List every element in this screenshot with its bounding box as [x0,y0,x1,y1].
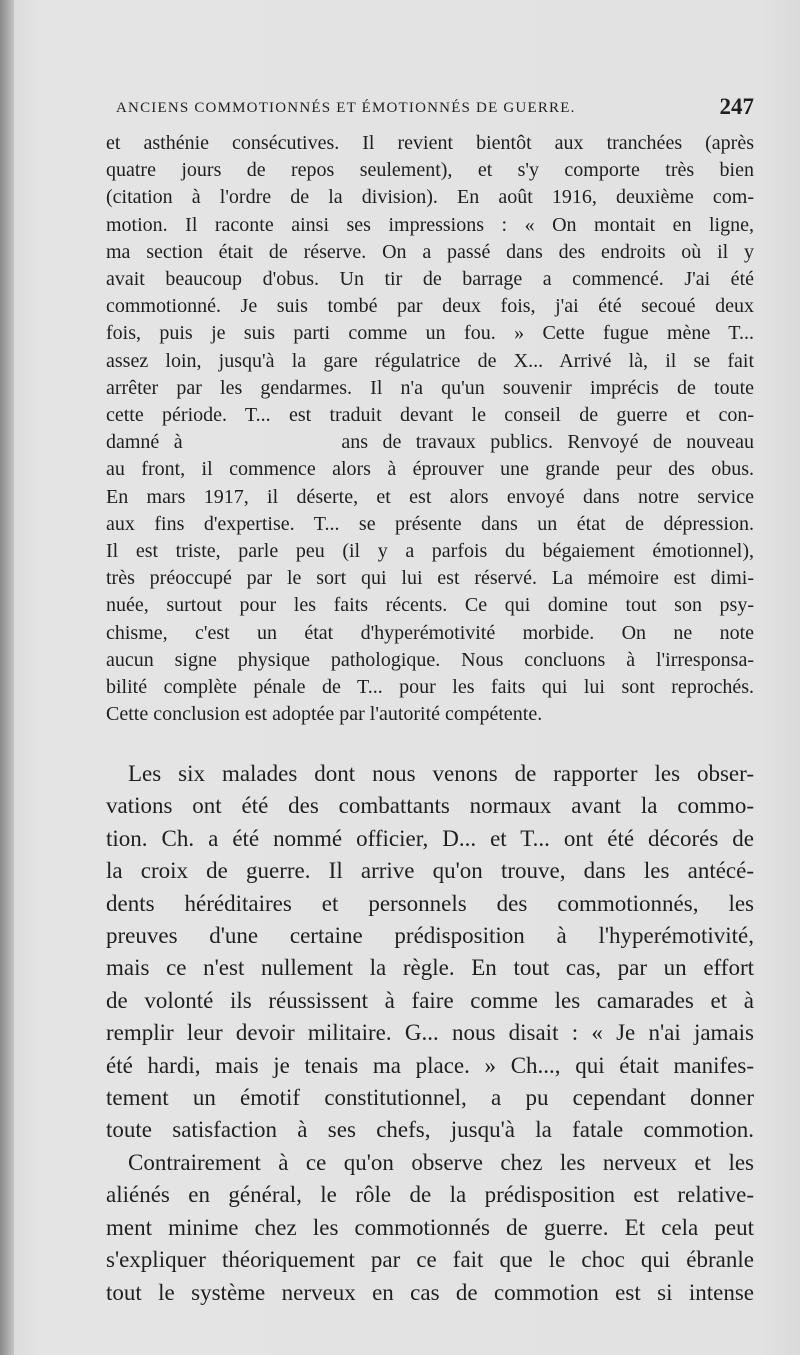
text-line: mais ce n'est nullement la règle. En tout cas, par un effort [106,955,754,981]
text-line: Cette conclusion est adoptée par l'autorité compétente. [106,703,543,726]
page-header [116,94,756,124]
text-line: tion. Ch. a été nommé officier, D... et T... ont été décorés de [106,825,754,851]
running-title: ANCIENS COMMOTIONNÉS ET ÉMOTIONNÉS DE GUERRE. [116,100,576,116]
page-number: 247 [719,94,754,119]
text-line: En mars 1917, il déserte, et est alors envoyé dans notre service [106,485,754,508]
text-line: chisme, c'est un état d'hyperémotivité morbide. On ne note [106,621,754,644]
text-line: fois, puis je suis parti comme un fou. » Cette fugue mène T... [106,322,754,345]
text-line: Il est triste, parle peu (il y a parfois du bégaiement émotionnel), [106,540,754,563]
text-line: aliénés en général, le rôle de la prédisposition est relative- [106,1182,754,1208]
text-line: quatre jours de repos seulement), et s'y comporte très bien [106,159,754,182]
text-line: vations ont été des combattants normaux avant la commo- [106,793,754,819]
text-line: ment minime chez les commotionnés de guerre. Et cela peut [106,1214,754,1240]
text-line: (citation à l'ordre de la division). En août 1916, deuxième com- [106,186,754,209]
text-line: damné à ans de travaux publics. Renvoyé de nouveau [106,431,754,454]
text-line: preuves d'une certaine prédisposition à l'hyperémotivité, [106,923,754,949]
text-line: de volonté ils réussissent à faire comme les camarades et à [106,987,754,1013]
text-line: aucun signe physique pathologique. Nous concluons à l'irresponsa- [106,648,754,671]
text-line: assez loin, jusqu'à la gare régulatrice de X... Arrivé là, il se fait [106,349,754,372]
text-line: ma section était de réserve. On a passé dans des endroits où il y [106,240,754,263]
text-line: été hardi, mais je tenais ma place. » Ch..., qui était manifes- [106,1052,754,1078]
text-line: aux fins d'expertise. T... se présente dans un état de dépression. [106,512,754,535]
text-line: la croix de guerre. Il arrive qu'on trouve, dans les antécé- [106,858,754,884]
text-line: et asthénie consécutives. Il revient bientôt aux tranchées (après [106,132,754,154]
text-line: tout le système nerveux en cas de commotion est si intense [106,1279,754,1305]
text-line: commotionné. Je suis tombé par deux fois, j'ai été secoué deux [106,295,754,318]
text-line: dents héréditaires et personnels des commotionnés, les [106,890,754,916]
text-line: très préoccupé par le sort qui lui est réservé. La mémoire est dimi- [106,567,754,590]
paragraph-discussion [106,758,754,1309]
text-line: Contrairement à ce qu'on observe chez les nerveux et les [128,1149,754,1175]
text-line: remplir leur devoir militaire. G... nous disait : « Je n'ai jamais [106,1020,754,1046]
text-line: motion. Il raconte ainsi ses impressions : « On montait en ligne, [106,213,754,236]
text-line: bilité complète pénale de T... pour les faits qui lui sont reprochés. [106,676,754,699]
binding-shadow [0,0,14,1355]
text-line: s'expliquer théoriquement par ce fait que le choc qui ébranle [106,1247,754,1273]
text-line: Les six malades dont nous venons de rapporter les obser- [128,761,754,786]
text-line: nuée, surtout pour les faits récents. Ce qui domine tout son psy- [106,594,754,617]
text-line: cette période. T... est traduit devant le conseil de guerre et con- [106,404,754,427]
text-line: toute satisfaction à ses chefs, jusqu'à la fatale commotion. [106,1117,754,1143]
text-line: tement un émotif constitutionnel, a pu cependant donner [106,1085,754,1111]
paragraph-case-report [106,130,754,728]
text-line: arrêter par les gendarmes. Il n'a qu'un souvenir imprécis de toute [106,376,754,399]
text-line: au front, il commence alors à éprouver une grande peur des obus. [106,458,754,481]
text-line: avait beaucoup d'obus. Un tir de barrage a commencé. J'ai été [106,268,754,291]
